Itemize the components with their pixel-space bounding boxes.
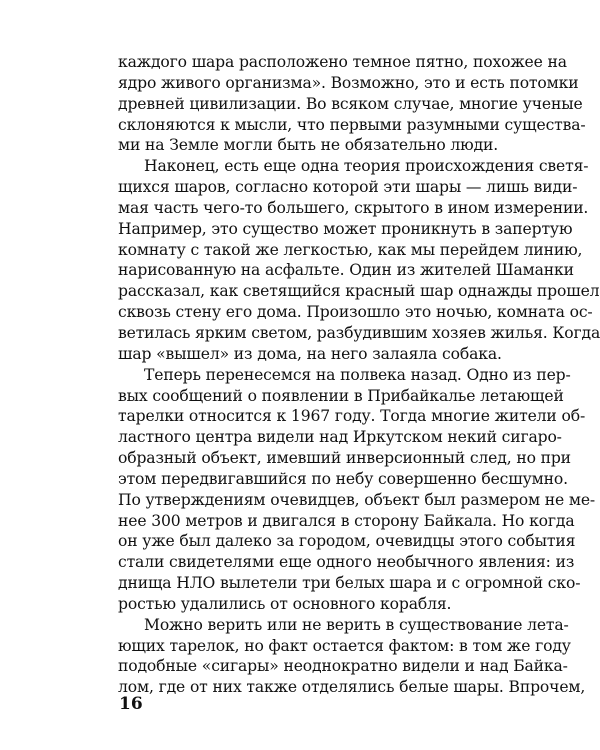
text-line: он уже был далеко за городом, очевидцы этого события — [118, 532, 576, 551]
text-line: ядро живого организма». Возможно, это и есть потомки — [118, 73, 579, 92]
text-line: ветилась ярким светом, разбудившим хозяев жилья. Когда — [118, 323, 600, 342]
text-line: ластного центра видели над Иркутском некий сигаро- — [118, 428, 562, 447]
body-text — [118, 52, 600, 698]
text-line: стали свидетелями еще одного необычного явления: из — [118, 553, 575, 572]
text-line: ростью удалились от основного корабля. — [118, 594, 452, 613]
text-line: вых сообщений о появлении в Прибайкалье летающей — [118, 386, 564, 405]
text-line: Например, это существо может проникнуть в запертую — [118, 219, 573, 238]
text-line: лом, где от них также отделялись белые шары. Впрочем, — [118, 678, 586, 697]
paragraph-2 — [118, 156, 600, 364]
text-line: рассказал, как светящийся красный шар однажды прошел — [118, 282, 600, 301]
text-line: нарисованную на асфальте. Один из жителей Шаманки — [118, 261, 574, 280]
page-number: 16 — [119, 694, 143, 714]
text-line: сквозь стену его дома. Произошло это ночью, комната ос- — [118, 303, 593, 322]
text-line: нее 300 метров и двигался в сторону Байкала. Но когда — [118, 511, 575, 530]
text-line: этом передвигавшийся по небу совершенно бесшумно. — [118, 469, 568, 488]
text-line: шар «вышел» из дома, на него залаяла собака. — [118, 344, 502, 363]
text-line: каждого шара расположено темное пятно, похожее на — [118, 53, 567, 71]
text-line: мая часть чего-то большего, скрытого в ином измерении. — [118, 198, 589, 217]
text-line: склоняются к мысли, что первыми разумными существа- — [118, 115, 586, 134]
text-line: тарелки относится к 1967 году. Тогда многие жители об- — [118, 407, 586, 426]
text-line: По утверждениям очевидцев, объект был размером не ме- — [118, 490, 596, 509]
text-line: подобные «сигары» неоднократно видели и над Байка- — [118, 657, 568, 676]
text-line: Наконец, есть еще одна теория происхождения светя- — [144, 157, 589, 176]
text-line: Можно верить или не верить в существование лета- — [144, 615, 569, 634]
text-line: днища НЛО вылетели три белых шара и с огромной ско- — [118, 574, 581, 593]
text-line: комнату с такой же легкостью, как мы перейдем линию, — [118, 240, 583, 259]
paragraph-1 — [118, 52, 586, 156]
text-line: ющих тарелок, но факт остается фактом: в том же году — [118, 636, 571, 655]
text-line: образный объект, имевший инверсионный след, но при — [118, 449, 571, 468]
text-line: щихся шаров, согласно которой эти шары — лишь види- — [118, 178, 578, 197]
text-line: ми на Земле могли быть не обязательно люди. — [118, 136, 499, 155]
text-line: Теперь перенесемся на полвека назад. Одно из пер- — [144, 365, 571, 384]
paragraph-3 — [118, 365, 596, 615]
paragraph-4 — [118, 615, 586, 698]
text-line: древней цивилизации. Во всяком случае, многие ученые — [118, 94, 583, 113]
